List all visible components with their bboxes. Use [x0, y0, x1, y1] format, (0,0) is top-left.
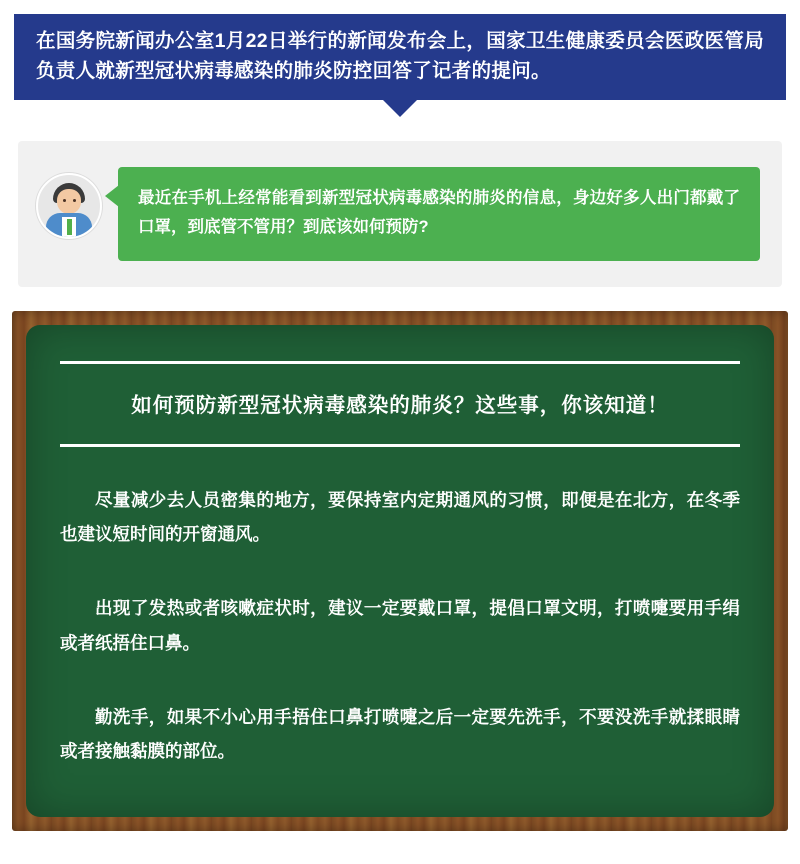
blackboard-title: 如何预防新型冠状病毒感染的肺炎？这些事，你该知道！ [131, 395, 669, 418]
blackboard-paragraph: 尽量减少去人员密集的地方，要保持室内定期通风的习惯，即便是在北方，在冬季也建议短时间的开窗通风。 [60, 490, 740, 545]
avatar-tie-shape [67, 219, 72, 235]
header-banner-text: 在国务院新闻办公室1月22日举行的新闻发布会上，国家卫生健康委员会医政医管局负责人就新型冠状病毒感染的肺炎防控回答了记者的提问。 [14, 14, 786, 100]
blackboard-paragraph: 勤洗手，如果不小心用手捂住口鼻打喷嚏之后一定要先洗手，不要没洗手就揉眼睛或者接触黏膜的部位。 [60, 706, 740, 761]
avatar [36, 173, 102, 239]
blackboard [26, 325, 774, 817]
header-section [0, 0, 800, 117]
blackboard-rule-bottom [60, 444, 740, 447]
avatar-face-shape [57, 189, 81, 214]
blackboard-paragraph: 出现了发热或者咳嗽症状时，建议一定要戴口罩，提倡口罩文明，打喷嚏要用手绢或者纸捂住口鼻。 [60, 598, 740, 653]
question-card [18, 141, 782, 287]
speech-bubble-tail-icon [105, 185, 119, 207]
question-bubble-text: 最近在手机上经常能看到新型冠状病毒感染的肺炎的信息，身边好多人出门都戴了口罩，到底管不管用？到底该如何预防? [118, 167, 760, 261]
header-arrow-icon [383, 100, 417, 117]
blackboard-body [60, 457, 740, 768]
blackboard-frame [12, 311, 788, 831]
blackboard-rule-top [60, 361, 740, 364]
speech-bubble-wrapper [118, 167, 760, 261]
